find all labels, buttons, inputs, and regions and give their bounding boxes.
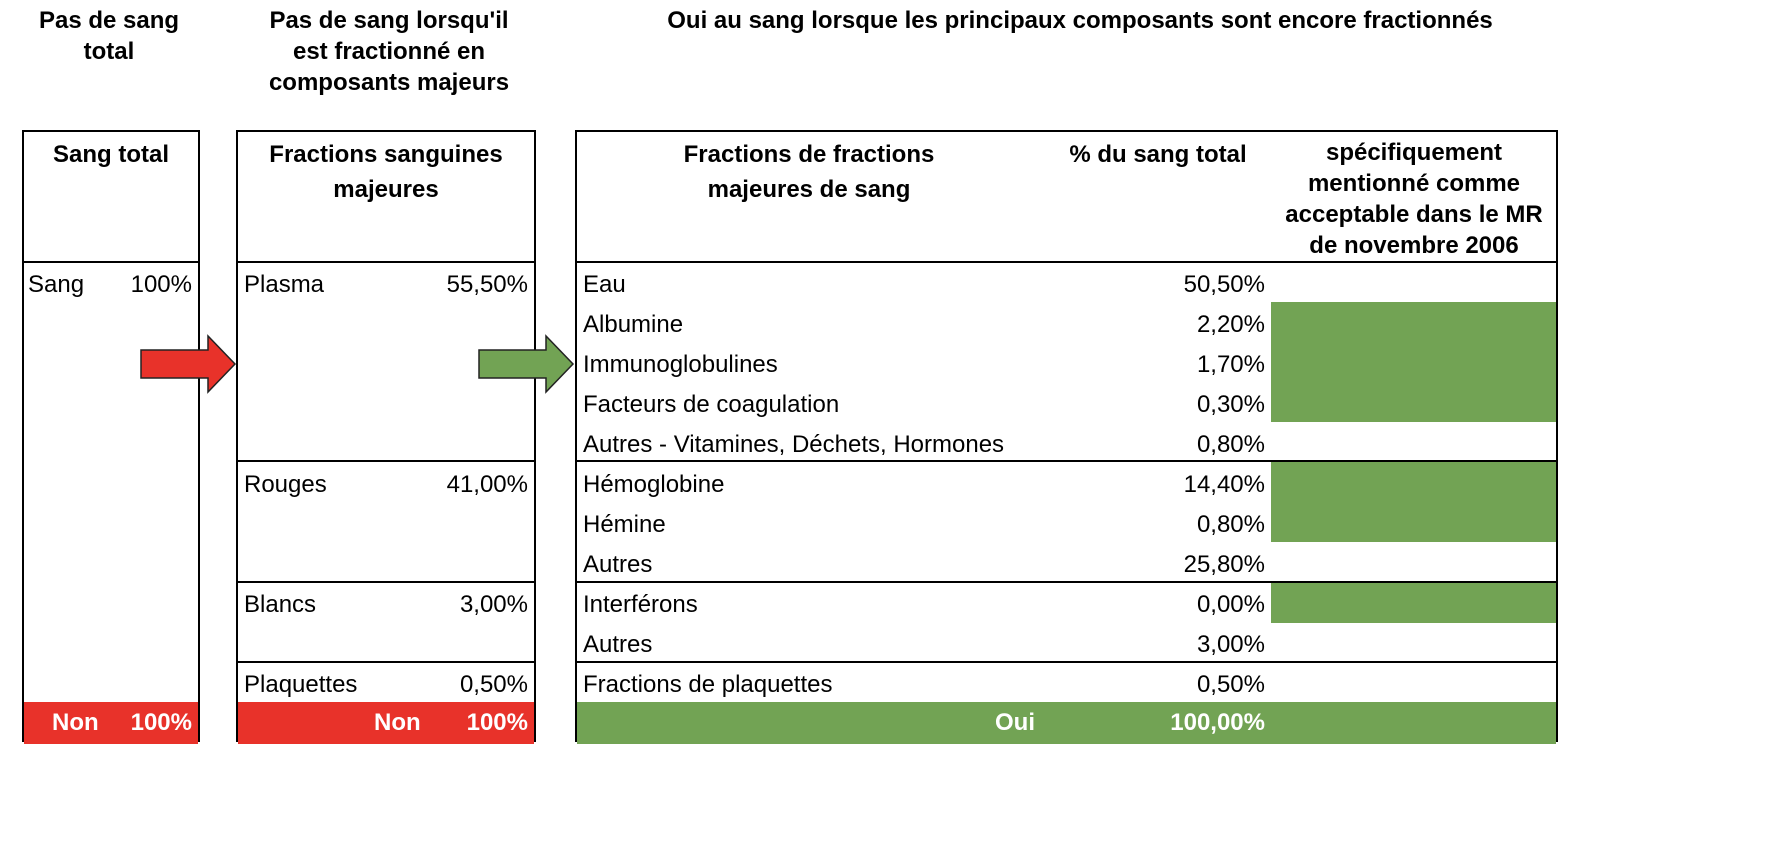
whole-blood-row-label: Sang: [28, 271, 85, 298]
major-fraction-label: Plaquettes: [244, 671, 358, 698]
sub-fraction-value: 0,30%: [1196, 391, 1265, 418]
approved-header: spécifiquement mentionné comme acceptable dans le MR de novembre 2006: [1285, 139, 1543, 259]
whole-blood-row-value: 100%: [130, 271, 192, 298]
sub-fraction-label: Autres: [583, 551, 653, 578]
sub-fractions-percent-header: % du sang total: [1069, 141, 1247, 168]
approved-mark-red-cell-fractions: [1271, 462, 1556, 542]
sub-fraction-label: Autres - Vitamines, Déchets, Hormones: [583, 431, 1005, 458]
sub-fractions-name-header: Fractions de fractions majeures de sang: [683, 141, 935, 203]
sub-fraction-label: Interférons: [583, 591, 698, 618]
sub-fraction-label: Hémoglobine: [583, 471, 725, 498]
sub-fraction-value: 0,80%: [1196, 431, 1265, 458]
sub-fractions-verdict: Oui: [995, 709, 1035, 736]
whole-blood-total: 100%: [130, 709, 192, 736]
red-arrow-icon: [140, 335, 236, 393]
major-fraction-value: 0,50%: [459, 671, 528, 698]
major-fraction-value: 3,00%: [459, 591, 528, 618]
sub-fraction-label: Autres: [583, 631, 653, 658]
sub-fraction-value: 0,50%: [1196, 671, 1265, 698]
whole-blood-column-header: Pas de sang total: [38, 7, 180, 65]
sub-fraction-label: Hémine: [583, 511, 666, 538]
major-fraction-label: Blancs: [244, 591, 317, 618]
sub-fraction-value: 50,50%: [1183, 271, 1265, 298]
major-fractions-column-header: Pas de sang lorsqu'il est fractionné en composants majeurs: [268, 7, 510, 96]
major-fraction-value: 55,50%: [446, 271, 528, 298]
sub-fraction-label: Eau: [583, 271, 626, 298]
whole-blood-verdict: Non: [52, 709, 99, 736]
sub-fraction-label: Albumine: [583, 311, 684, 338]
sub-fraction-value: 0,80%: [1196, 511, 1265, 538]
approved-mark-interferons: [1271, 583, 1556, 623]
sub-fraction-value: 14,40%: [1183, 471, 1265, 498]
major-fractions-table: [236, 130, 536, 742]
major-fractions-verdict: Non: [374, 709, 421, 736]
sub-fraction-label: Facteurs de coagulation: [583, 391, 840, 418]
major-fraction-label: Plasma: [244, 271, 325, 298]
sub-fractions-verdict-bar: [577, 702, 1556, 744]
sub-fraction-label: Fractions de plaquettes: [583, 671, 833, 698]
major-fractions-total: 100%: [466, 709, 528, 736]
sub-fraction-value: 2,20%: [1196, 311, 1265, 338]
sub-fraction-value: 25,80%: [1183, 551, 1265, 578]
approved-mark-plasma-fractions: [1271, 302, 1556, 422]
sub-fractions-header-divider: [575, 261, 1558, 263]
major-fractions-title: Fractions sanguines majeures: [269, 141, 503, 203]
whole-blood-table: [22, 130, 200, 742]
major-fraction-label: Rouges: [244, 471, 327, 498]
sub-fractions-column-header: Oui au sang lorsque les principaux composants sont encore fractionnés: [667, 7, 1493, 34]
sub-fraction-value: 3,00%: [1196, 631, 1265, 658]
sub-fraction-value: 0,00%: [1196, 591, 1265, 618]
sub-fraction-label: Immunoglobulines: [583, 351, 778, 378]
sub-fraction-value: 1,70%: [1196, 351, 1265, 378]
whole-blood-title: Sang total: [52, 141, 169, 168]
major-fraction-value: 41,00%: [446, 471, 528, 498]
sub-fractions-total: 100,00%: [1170, 709, 1265, 736]
green-arrow-icon: [478, 335, 574, 393]
